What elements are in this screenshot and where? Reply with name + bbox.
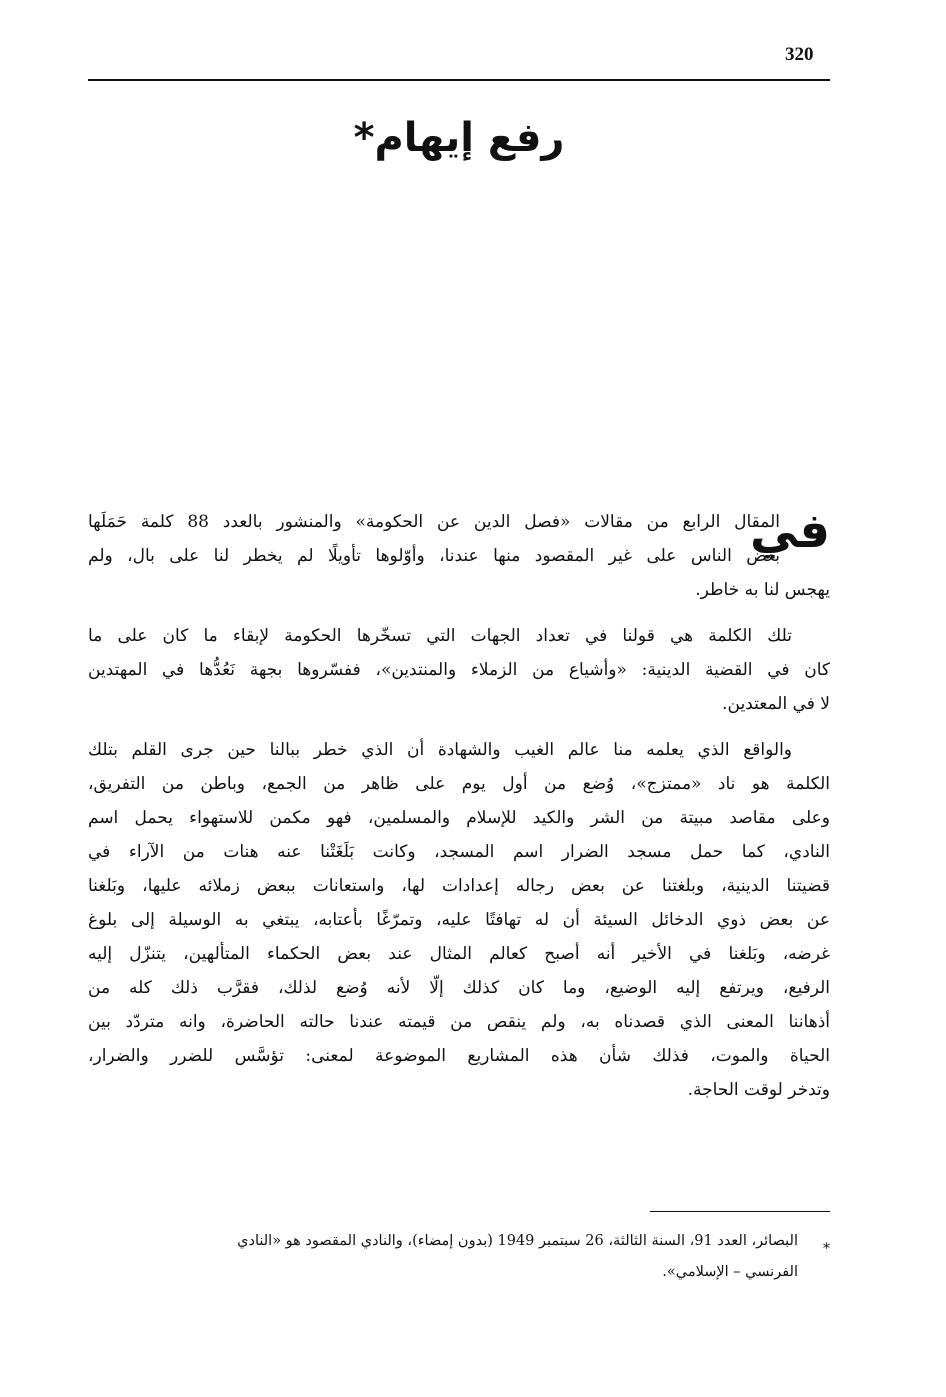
footnote xyxy=(88,1226,830,1288)
paragraph-1 xyxy=(88,505,830,607)
paragraph-line: لا في المعتدين. xyxy=(722,694,830,714)
footnote-line: الفرنسي – الإسلامي». xyxy=(662,1264,798,1280)
footnote-rule xyxy=(650,1211,830,1212)
paragraph-line: كان في القضية الدينية: «وأشياع من الزملاء والمنتدين»، ففسّروها بجهة نَعُدُّها في المهتدين xyxy=(88,660,830,680)
paragraph-line: الرفيع، ويرتفع إليه الوضيع، وما كان كذلك إلّا لأنه وُضع لذلك، فقرَّب ذلك كله من xyxy=(88,978,830,998)
drop-cap: في xyxy=(750,503,830,559)
paragraph-line: غرضه، وبَلغنا في الأخير أنه أصبح كعالم المثال عند بعض الحكماء المتألهين، يتنزّل إليه xyxy=(88,944,830,964)
paragraph-3 xyxy=(88,733,830,1107)
paragraph-2 xyxy=(88,619,830,721)
header-rule xyxy=(88,79,830,81)
paragraph-line: المقال الرابع من مقالات «فصل الدين عن الحكومة» والمنشور بالعدد 88 كلمة حَمَلَها xyxy=(88,512,781,532)
paragraph-line: الكلمة هو ناد «ممتزج»، وُضع من أول يوم على ظاهر من الجمع، وباطن من التفريق، xyxy=(88,774,830,794)
article-body xyxy=(88,505,830,1119)
page-number: 320 xyxy=(785,44,814,65)
paragraph-line: قضيتنا الدينية، وبلغتنا عن بعض رجاله إعدادات لها، واستعانات ببعض زملائه عليها، وبَلغنا xyxy=(88,876,830,896)
paragraph-line: أذهاننا المعنى الذي قصدناه به، ولم ينقص من قيمته عندنا حالته الحاضرة، وانه متردّد بين xyxy=(88,1012,830,1032)
paragraph-line: وتدخر لوقت الحاجة. xyxy=(687,1080,830,1100)
page-title: رفع إيهام* xyxy=(353,115,565,161)
paragraph-line: يهجس لنا به خاطر. xyxy=(695,580,830,600)
paragraph-line: النادي، كما حمل مسجد الضرار اسم المسجد، وكانت بَلَغَتْنا عنه هنات من الآراء في xyxy=(88,842,830,862)
paragraph-line: تلك الكلمة هي قولنا في تعداد الجهات التي تسخّرها الحكومة لإبقاء ما كان على ما xyxy=(88,626,792,646)
footnote-line: البصائر، العدد 91، السنة الثالثة، 26 سبتمبر 1949 (بدون إمضاء)، والنادي المقصود هو «النادي xyxy=(237,1233,798,1249)
paragraph-line: وعلى مقاصد مبيتة من الشر والكيد للإسلام والمسلمين، فهو مكمن للاستهواء يحمل اسم xyxy=(88,808,830,828)
footnote-marker: * xyxy=(823,1241,830,1257)
paragraph-line: بعض الناس على غير المقصود منها عندنا، وأوّلوها تأويلًا لم يخطر لنا على بال، ولم xyxy=(88,546,780,566)
paragraph-line: والواقع الذي يعلمه منا عالم الغيب والشهادة أن الذي خطر ببالنا حين جرى القلم بتلك xyxy=(88,740,792,760)
paragraph-line: عن بعض ذوي الدخائل السيئة أن له تهافتًا عليه، وتمرّغًا بأعتابه، يبتغي به الوسيلة إلى بلوغ xyxy=(88,910,830,930)
paragraph-line: الحياة والموت، فذلك شأن هذه المشاريع الموضوعة لمعنى: تؤسَّس للضرر والضرار، xyxy=(88,1046,830,1066)
